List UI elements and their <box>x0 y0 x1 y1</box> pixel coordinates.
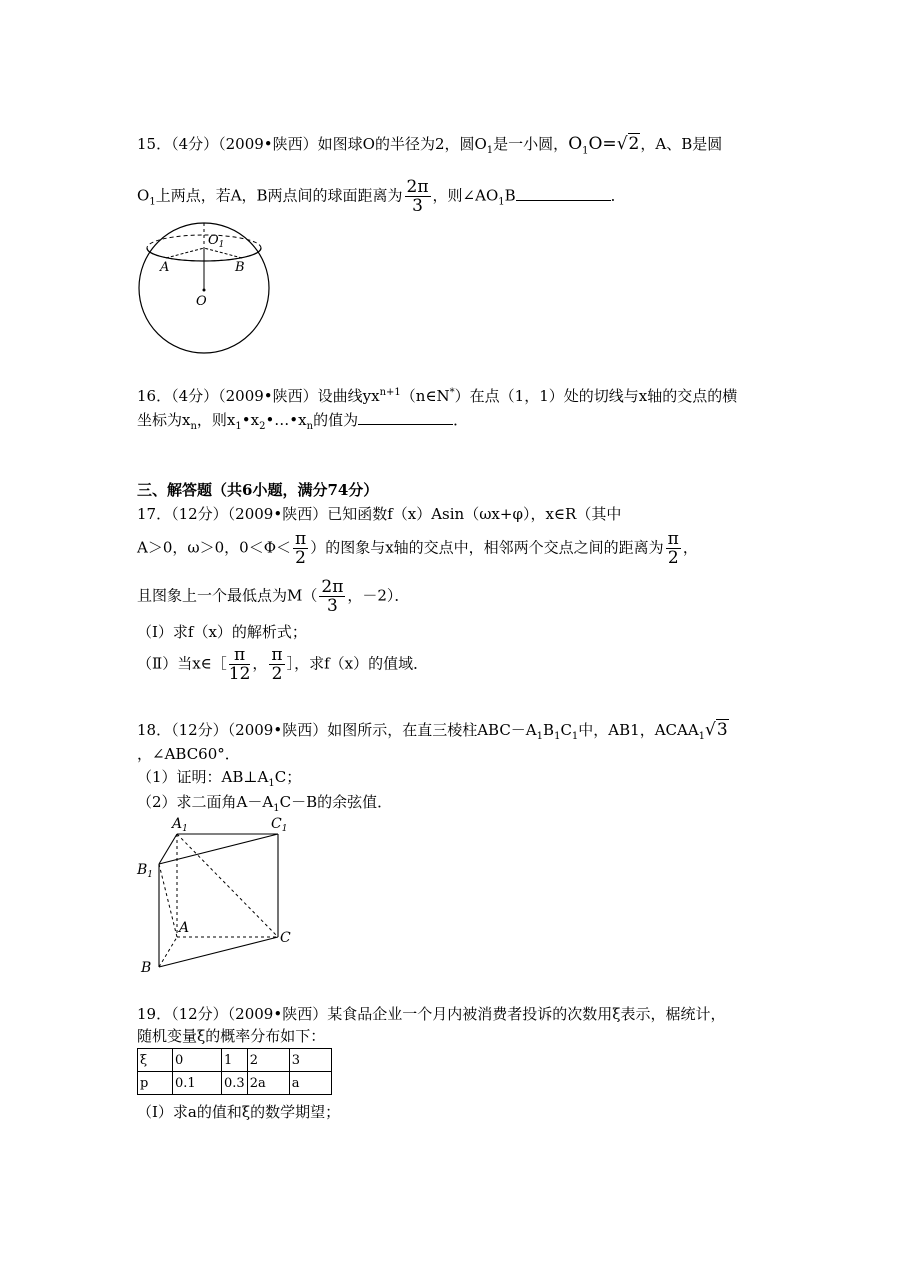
q17-text: ］，求f（x）的值域． <box>286 654 429 673</box>
sub: 1 <box>149 196 156 208</box>
q17-part1: （Ⅰ）求f（x）的解析式； <box>137 623 307 641</box>
fraction <box>229 646 251 683</box>
sub: 2 <box>259 421 266 432</box>
fraction <box>293 530 308 567</box>
q16-text: 的值为 <box>313 411 359 429</box>
fraction-den: 3 <box>326 596 338 616</box>
q18-text: B <box>543 721 555 739</box>
table-row <box>138 1049 332 1072</box>
sub: 1 <box>273 803 280 814</box>
sub: 1 <box>498 196 505 208</box>
q15-text: 15．（4分）（2009•陕西）如图球O的半径为2，圆O <box>137 135 487 153</box>
q18-text: C； <box>274 768 302 786</box>
q16-text: （n∈N <box>400 387 450 405</box>
q15-text: O <box>137 186 150 205</box>
sub: 1 <box>571 731 579 742</box>
table-cell: ξ <box>138 1049 173 1072</box>
table-cell: 0.1 <box>173 1072 222 1095</box>
distribution-table <box>137 1048 332 1095</box>
edge-bc <box>159 937 278 967</box>
fraction-num: π <box>229 646 251 665</box>
fraction-num: π <box>295 529 307 549</box>
q17-text: ， <box>682 538 698 557</box>
fraction-num: 2π <box>406 177 429 197</box>
o1o <box>568 134 617 157</box>
sub: 1 <box>698 731 706 742</box>
q16-line1 <box>137 383 737 406</box>
sqrt: √3 <box>705 720 728 740</box>
sub: 1 <box>486 145 494 156</box>
edge-ba <box>159 937 177 967</box>
radius-a <box>166 248 204 258</box>
table-cell: 0.3 <box>222 1072 248 1095</box>
fraction-den: 2 <box>295 548 306 568</box>
q15-line2 <box>137 178 626 215</box>
sup: * <box>449 387 455 398</box>
q18-text: C <box>560 721 572 739</box>
label-a: A <box>179 920 190 936</box>
sub: 1 <box>554 731 561 742</box>
label-c1: $C_1$ <box>271 816 288 834</box>
q17-line2 <box>137 530 698 567</box>
sqrt: √2 <box>616 134 640 154</box>
edge-ab1 <box>159 864 177 937</box>
fraction-den: 2 <box>271 664 283 684</box>
q16-text: 16．（4分）（2009•陕西）设曲线yx <box>137 387 380 405</box>
q18-text: （2）求二面角A－A <box>137 793 274 811</box>
q18-text: 18．（12分）（2009•陕西）如图所示，在直三棱柱ABC－A <box>137 721 537 739</box>
q17-line1: 17．（12分）（2009•陕西）已知函数f（x）Asin（ωx+φ），x∈R（其中 <box>137 505 622 523</box>
q16-text: •…•x <box>265 411 307 429</box>
fraction-num: π <box>667 529 679 549</box>
fraction-den: 3 <box>412 196 423 216</box>
edge-a1c <box>177 834 278 937</box>
q18-text: 中，AB1，ACAA <box>578 721 699 739</box>
table-cell: 3 <box>289 1049 331 1072</box>
fraction-den: 2 <box>667 548 679 568</box>
answer-blank <box>358 410 453 425</box>
fraction <box>666 530 681 567</box>
sub: 1 <box>536 731 544 742</box>
q18-line1 <box>137 720 729 747</box>
label-o1: $O_1$ <box>208 233 225 250</box>
table-cell: a <box>289 1072 331 1095</box>
q15-text: B <box>504 186 516 205</box>
label-b: B <box>141 960 152 976</box>
q17-text: 且图象上一个最低点为M（ <box>137 586 318 605</box>
table-row <box>138 1072 332 1095</box>
section-title: 三、解答题（共6小题，满分74分） <box>137 481 379 499</box>
sub: 1 <box>235 421 242 432</box>
q19-line2: 随机变量ξ的概率分布如下： <box>137 1027 326 1045</box>
fraction-den: 12 <box>228 664 251 684</box>
q16-text: ）在点（1，1）处的切线与x轴的交点的横 <box>454 387 738 405</box>
sub: 1 <box>582 145 589 157</box>
fraction-num: π <box>271 645 283 665</box>
q15-line1 <box>137 134 722 161</box>
q17-text: A＞0，ω＞0，0＜Φ＜ <box>137 538 291 557</box>
q18-line2: ，∠ABC60°． <box>137 745 240 763</box>
q19-line1: 19．（12分）（2009•陕西）某食品企业一个月内被消费者投诉的次数用ξ表示，椐统计， <box>137 1005 726 1023</box>
fraction-num: 2π <box>321 577 344 597</box>
q18-text: C－B的余弦值． <box>279 793 393 811</box>
table-cell: 2 <box>247 1049 289 1072</box>
label-c: C <box>280 930 291 946</box>
q18-text: （1）证明：AB⊥A <box>137 768 269 786</box>
table-cell: 1 <box>222 1049 248 1072</box>
sup: n+1 <box>379 387 401 398</box>
label-b1: $B_1$ <box>137 862 154 880</box>
q15-text: ，则∠AO <box>432 186 499 205</box>
q16-line2 <box>137 410 468 437</box>
sqrt-value: 3 <box>716 720 728 740</box>
label-a1: $A_1$ <box>172 816 188 834</box>
table-cell: 2a <box>247 1072 289 1095</box>
q17-text: ，－2）． <box>347 586 410 605</box>
q18-part1 <box>137 767 301 794</box>
label-a: A <box>160 260 170 275</box>
fraction <box>269 646 284 683</box>
q16-text: •x <box>241 411 260 429</box>
q17-text: ）的图象与x轴的交点中，相邻两个交点之间的距离为 <box>310 538 664 557</box>
answer-blank <box>516 186 611 201</box>
sqrt-value: 2 <box>628 134 640 154</box>
q15-text: 是一小圆， <box>493 135 569 153</box>
q19-part1: （Ⅰ）求a的值和ξ的数学期望； <box>137 1103 341 1121</box>
q15-text: ，A、B是圆 <box>640 135 723 153</box>
sub: 1 <box>268 778 275 789</box>
q17-text: ， <box>252 654 268 673</box>
q17-text: （Ⅱ）当x∈［ <box>137 654 227 673</box>
center-dot <box>203 289 206 292</box>
period: ． <box>610 186 626 205</box>
q15-text: 上两点，若A，B两点间的球面距离为 <box>155 186 403 205</box>
label-b: B <box>235 260 245 275</box>
o1o-o: O <box>568 134 583 154</box>
table-cell: p <box>138 1072 173 1095</box>
sub: n <box>190 421 197 432</box>
sphere-figure <box>132 218 277 358</box>
fraction <box>319 578 345 615</box>
q16-text: 坐标为x <box>137 411 191 429</box>
fraction <box>405 178 431 215</box>
sub: n <box>306 421 314 432</box>
prism-figure <box>135 812 310 982</box>
table-cell: 0 <box>173 1049 222 1072</box>
label-o: O <box>196 294 207 309</box>
q17-line3 <box>137 578 409 615</box>
o1o-after: O= <box>588 134 617 154</box>
q17-part2 <box>137 646 428 683</box>
q16-text: ，则x <box>196 411 236 429</box>
edge-b1a1 <box>159 834 177 864</box>
period: ． <box>453 411 469 429</box>
